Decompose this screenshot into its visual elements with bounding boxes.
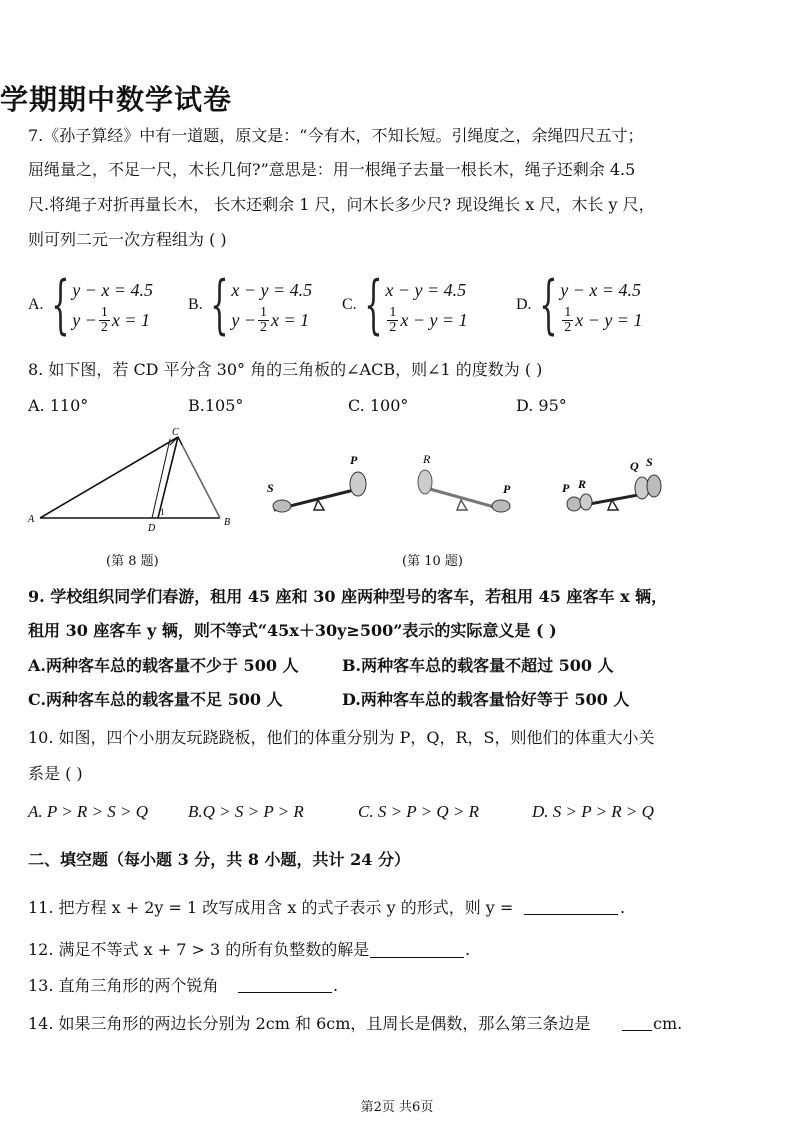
q7-line-3: 尺.将绳子对折再量长木， 长木还剩余 1 尺，问木长多少尺? 现设绳长 x 尺，木长 y 尺， [28, 195, 655, 214]
q14-end: cm. [653, 1014, 683, 1033]
option-label: D. [516, 296, 532, 313]
q7-line-2: 屈绳量之，不足一尺，木长几何?”意思是：用一根绳子去量一根长木，绳子还剩余 4.5 [28, 160, 636, 179]
child-r-figure [580, 494, 592, 510]
denominator: 2 [260, 319, 268, 335]
q7-option-d [516, 270, 643, 340]
q8-option-b: B.105° [188, 396, 244, 415]
label-p: P [503, 482, 511, 496]
q7-option-b [188, 270, 312, 340]
q13-answer-blank[interactable] [238, 992, 332, 993]
q11-text: 11. 把方程 x + 2y = 1 改写成用含 x 的式子表示 y 的形式，则 y = [28, 898, 514, 917]
equation-2 [72, 305, 153, 335]
eq-part: x − y = 1 [575, 310, 643, 330]
q8-option-d: D. 95° [516, 396, 567, 415]
label-c: C [172, 427, 179, 438]
equation-1: x − y = 4.5 [385, 280, 467, 300]
denominator: 2 [564, 319, 572, 335]
brace-symbol: { [363, 268, 383, 342]
equation-2 [385, 305, 467, 335]
q9-option-a: A.两种客车总的载客量不少于 500 人 [28, 656, 299, 675]
fraction [99, 306, 110, 335]
q10-option-a: A. P > R > S > Q [28, 802, 149, 821]
child-p-figure [350, 472, 366, 496]
child-p-figure [567, 497, 581, 511]
child-p-figure [492, 500, 510, 512]
q7-option-a [28, 270, 153, 340]
section-heading: 二、填空题（每小题 3 分，共 8 小题，共计 24 分） [28, 850, 410, 869]
label-r: R [578, 477, 587, 491]
q9-option-b: B.两种客车总的载客量不超过 500 人 [342, 656, 614, 675]
child-s-figure [273, 500, 291, 512]
label-angle-1: 1 [160, 507, 165, 517]
caption-figure-8: (第 8 题) [106, 554, 159, 569]
fraction [562, 306, 573, 335]
equation-1: y − x = 4.5 [72, 280, 154, 300]
q9-option-d: D.两种客车总的载客量恰好等于 500 人 [342, 690, 630, 709]
q9-option-c: C.两种客车总的载客量不足 500 人 [28, 690, 283, 709]
label-b: B [224, 517, 231, 528]
seesaw-3-figure [558, 448, 678, 523]
denominator: 2 [100, 319, 108, 335]
equation-2 [560, 305, 642, 335]
q10-line-2: 系是 ( ) [28, 764, 83, 783]
triangle-figure [20, 425, 250, 540]
q14-answer-blank[interactable] [622, 1030, 652, 1031]
brace-symbol: { [209, 268, 229, 342]
q8-option-c: C. 100° [348, 396, 409, 415]
q11-end: . [620, 898, 626, 917]
equation-2 [231, 305, 312, 335]
q10-option-d: D. S > P > R > Q [532, 802, 654, 821]
numerator: 1 [564, 304, 572, 320]
label-p: P [562, 481, 570, 495]
q12-answer-blank[interactable] [370, 957, 464, 958]
label-r: R [423, 452, 431, 466]
option-label: C. [342, 296, 357, 313]
seesaw-pivot [457, 500, 467, 510]
q8-stem: 8. 如下图，若 CD 平分含 30° 角的三角板的∠ACB，则∠1 的度数为 ( ) [28, 360, 543, 379]
q14-text: 14. 如果三角形的两边长分别为 2cm 和 6cm，且周长是偶数，那么第三条边是 [28, 1014, 591, 1033]
eq-part: y − [231, 310, 257, 330]
option-label: A. [28, 296, 44, 313]
label-s: S [646, 455, 653, 469]
caption-figure-10: (第 10 题) [402, 554, 463, 569]
q10-option-b: B.Q > S > P > R [188, 802, 304, 821]
page-number: 第2页 共6页 [360, 1100, 434, 1115]
q7-line-4: 则可列二元一次方程组为 ( ) [28, 230, 227, 249]
q13-text: 13. 直角三角形的两个锐角 [28, 976, 219, 995]
numerator: 1 [100, 304, 108, 320]
fraction [387, 306, 398, 335]
q11-answer-blank[interactable] [524, 914, 618, 915]
equation-1: x − y = 4.5 [231, 280, 313, 300]
eq-part: x = 1 [111, 310, 151, 330]
label-q: Q [630, 459, 639, 473]
brace-symbol: { [538, 268, 558, 342]
q7-option-c [342, 270, 468, 340]
q9-line-1: 9. 学校组织同学们春游，租用 45 座和 30 座两种型号的客车，若租用 45 座客车 x 辆， [28, 587, 668, 606]
q8-option-a: A. 110° [28, 396, 89, 415]
side-ac [40, 437, 178, 518]
q10-option-c: C. S > P > Q > R [358, 802, 479, 821]
q9-line-2: 租用 30 座客车 y 辆，则不等式“45x＋30y≥500”表示的实际意义是 ( ) [28, 621, 557, 640]
eq-part: x − y = 1 [400, 310, 468, 330]
label-a: A [28, 514, 35, 525]
equation-1: y − x = 4.5 [560, 280, 642, 300]
denominator: 2 [389, 319, 397, 335]
child-s-figure [647, 475, 661, 497]
q13-end: . [333, 976, 339, 995]
page-title: 学期期中数学试卷 [0, 83, 233, 116]
numerator: 1 [260, 304, 268, 320]
option-label: B. [188, 296, 203, 313]
fraction [258, 306, 269, 335]
eq-part: y − [72, 310, 97, 330]
q12-end: . [465, 940, 471, 959]
numerator: 1 [389, 304, 397, 320]
q7-line-1: 7.《孙子算经》中有一道题，原文是：“今有木，不知长短。引绳度之，余绳四尺五寸； [28, 126, 644, 145]
q10-line-1: 10. 如图，四个小朋友玩跷跷板，他们的体重分别为 P，Q，R，S，则他们的体重大小关 [28, 728, 655, 747]
child-r-figure [418, 470, 432, 494]
eq-part: x = 1 [271, 310, 310, 330]
label-s: S [267, 481, 274, 495]
seesaw-2-figure [405, 448, 525, 523]
side-bc [178, 437, 220, 518]
brace-symbol: { [50, 268, 70, 342]
label-p: P [350, 453, 358, 467]
q12-text: 12. 满足不等式 x + 7 > 3 的所有负整数的解是 [28, 940, 370, 959]
label-d: D [148, 523, 156, 534]
seesaw-pivot [314, 500, 324, 510]
seesaw-1-figure [262, 448, 382, 523]
